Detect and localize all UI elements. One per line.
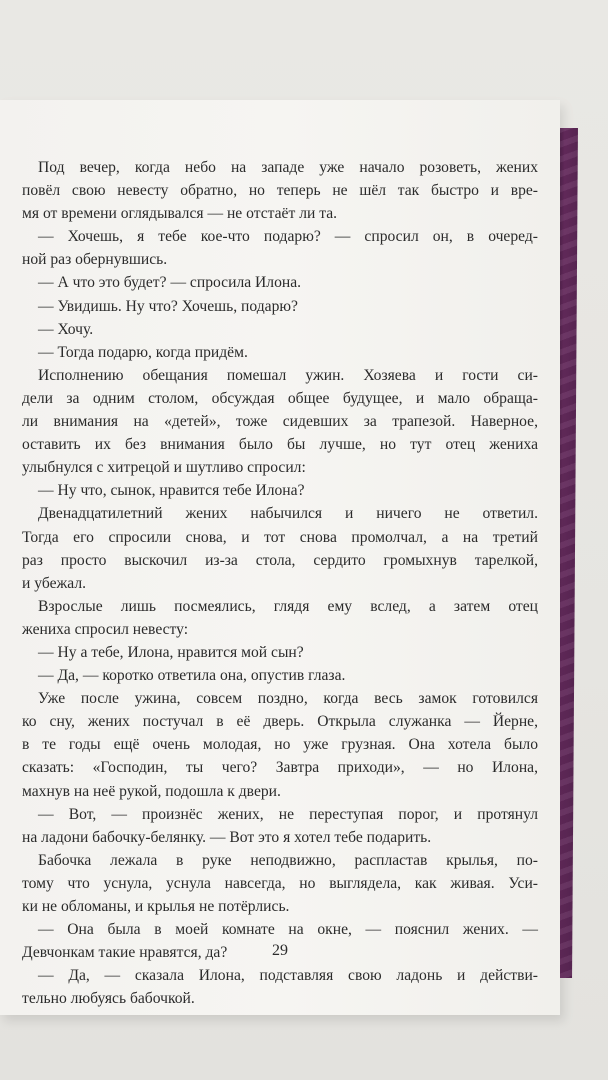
text-line: ли внимания на «детей», тоже сидевших за трапезой. Наверное, xyxy=(22,413,538,431)
text-line: — Хочешь, я тебе кое-что подарю? — спросил он, в очеред- xyxy=(38,228,538,246)
text-line: — Ну что, сынок, нравится тебе Илона? xyxy=(38,482,305,500)
book-page xyxy=(0,100,560,1015)
text-line: на ладони бабочку-белянку. — Вот это я хотел тебе подарить. xyxy=(22,828,432,846)
text-line: ко сну, жених постучал в её дверь. Открыла служанка — Йерне, xyxy=(22,713,538,731)
page-number: 29 xyxy=(272,942,288,959)
text-line: сказать: «Господин, ты чего? Завтра приходи», — но Илона, xyxy=(22,759,538,777)
text-line: Под вечер, когда небо на западе уже начало розоветь, жених xyxy=(38,159,538,176)
page-text xyxy=(22,156,538,1010)
text-line: — Да, — сказала Илона, подставляя свою ладонь и действи- xyxy=(38,967,538,985)
text-line: мя от времени оглядывался — не отстаёт ли та. xyxy=(22,205,338,223)
text-line: — Увидишь. Ну что? Хочешь, подарю? xyxy=(38,297,298,315)
text-line: жениха спросил невесту: xyxy=(22,620,189,638)
text-line: — Вот, — произнёс жених, не переступая порог, и протянул xyxy=(38,805,538,823)
text-line: тому что уснула, уснула навсегда, но выглядела, как живая. Уси- xyxy=(22,874,538,892)
text-line: — Она была в моей комнате на окне, — пояснил жених. — xyxy=(38,921,538,939)
text-line: Тогда его спросили снова, и тот снова промолчал, а на третий xyxy=(22,528,538,546)
text-line: повёл свою невесту обратно, но теперь не шёл так быстро и вре- xyxy=(22,182,538,200)
text-line: тельно любуясь бабочкой. xyxy=(22,990,195,1008)
text-line: улыбнулся с хитрецой и шутливо спросил: xyxy=(22,459,306,477)
text-line: дели за одним столом, обсуждая общее будущее, и мало обраща- xyxy=(22,389,538,407)
text-line: ной раз обернувшись. xyxy=(22,251,168,269)
text-line: Уже после ужина, совсем поздно, когда весь замок готовился xyxy=(38,690,538,708)
text-line: Исполнению обещания помешал ужин. Хозяева и гости си- xyxy=(38,366,538,384)
text-line: — Хочу. xyxy=(38,320,94,338)
text-line: в те годы ещё очень молодая, но уже грузная. Она хотела было xyxy=(22,736,538,754)
text-line: ки не обломаны, и крылья не потёрлись. xyxy=(22,898,290,915)
text-line: Взрослые лишь посмеялись, глядя ему вслед, а затем отец xyxy=(38,597,538,615)
text-line: махнув на неё рукой, подошла к двери. xyxy=(22,782,281,800)
text-line: — Тогда подарю, когда придём. xyxy=(38,343,248,361)
text-line: Девчонкам такие нравятся, да? xyxy=(22,944,228,962)
text-line: — Да, — коротко ответила она, опустив глаза. xyxy=(38,667,346,685)
text-line: раз просто выскочил из-за стола, сердито громыхнув тарелкой, xyxy=(22,551,538,569)
text-line: — А что это будет? — спросила Илона. xyxy=(38,274,302,292)
text-line: Двенадцатилетний жених набычился и ничего не ответил. xyxy=(38,505,538,523)
text-line: и убежал. xyxy=(22,574,86,592)
text-line: — Ну а тебе, Илона, нравится мой сын? xyxy=(38,643,304,661)
text-line: оставить их без внимания было бы лучше, но тут отец жениха xyxy=(22,436,538,454)
text-line: Бабочка лежала в руке неподвижно, распластав крылья, по- xyxy=(38,851,538,869)
